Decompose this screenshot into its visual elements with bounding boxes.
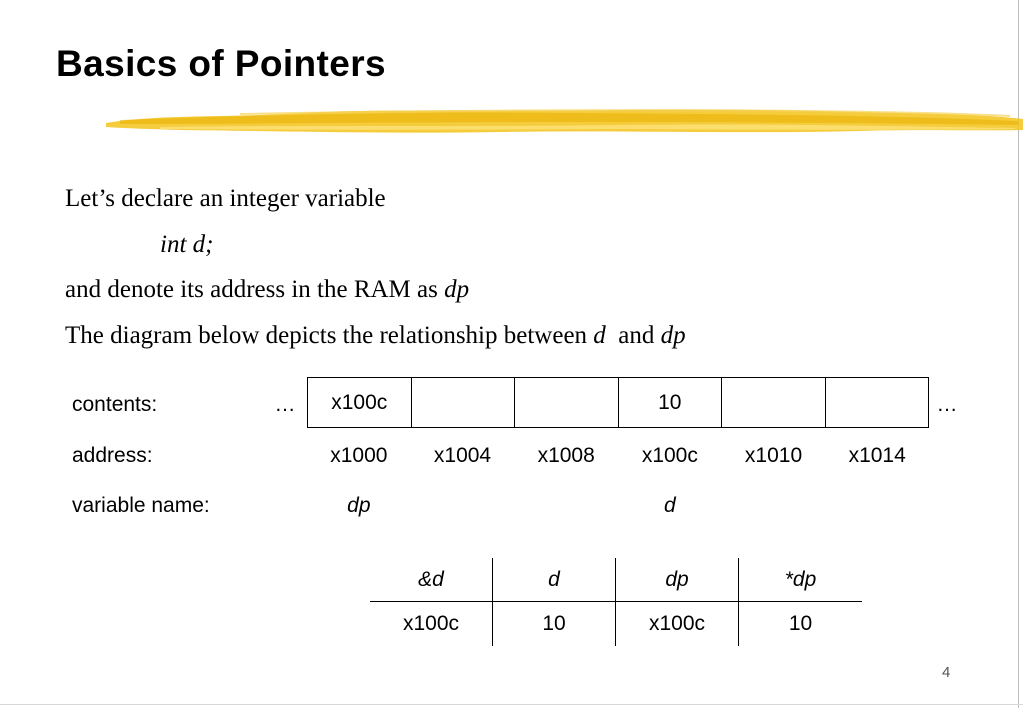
code-text: int d;	[160, 231, 214, 258]
memory-cell	[411, 378, 515, 427]
address-line-text: and denote its address in the RAM as	[65, 276, 445, 303]
relationship-line-mid: and	[605, 322, 661, 349]
ellipsis-left: …	[274, 393, 296, 416]
expression-header: d	[493, 558, 616, 602]
address-line-var: dp	[444, 276, 470, 303]
address-line	[65, 274, 469, 306]
memory-cells	[307, 377, 929, 428]
page-number: 4	[942, 664, 951, 681]
address-value: x1010	[744, 444, 803, 467]
memory-cell	[721, 378, 825, 427]
title-highlight-stroke	[100, 100, 1023, 140]
expression-value: x100c	[616, 602, 739, 646]
variable-name-value	[411, 492, 515, 522]
address-value: x1000	[330, 444, 388, 467]
slide-title: Basics of Pointers	[56, 43, 387, 84]
expression-header: dp	[616, 558, 739, 602]
relationship-line-text: The diagram below depicts the relationship between	[65, 322, 594, 349]
memory-cell: 10	[618, 378, 722, 427]
relationship-var-d: d	[593, 322, 606, 349]
address-value: x1014	[848, 444, 906, 467]
relationship-line	[65, 320, 686, 352]
memory-cell	[825, 378, 929, 427]
variable-name-value	[722, 492, 826, 522]
expression-table	[370, 558, 862, 646]
variable-name-value: d	[664, 494, 676, 517]
code-declaration	[160, 229, 213, 261]
variable-name-value	[514, 492, 618, 522]
ellipsis-right: …	[936, 393, 958, 416]
expression-header: *dp	[739, 558, 862, 602]
expression-value: x100c	[370, 602, 493, 646]
expression-value: 10	[788, 612, 813, 635]
memory-cell	[514, 378, 618, 427]
variable-name-value: dp	[347, 494, 371, 517]
expression-value: 10	[493, 602, 616, 646]
expression-header: &d	[370, 558, 493, 602]
relationship-var-dp: dp	[660, 322, 686, 349]
variable-name-label: variable name:	[72, 494, 210, 517]
slide-border-bottom	[0, 704, 1023, 705]
contents-label: contents:	[72, 393, 158, 416]
address-row	[307, 442, 929, 472]
intro-line: Let’s declare an integer variable	[65, 185, 386, 212]
address-value: x1008	[537, 444, 595, 467]
memory-cell: x100c	[331, 390, 388, 414]
variable-name-value	[825, 492, 929, 522]
variable-name-row	[307, 492, 929, 522]
address-value: x100c	[641, 444, 698, 467]
address-value: x1004	[433, 444, 492, 467]
address-label: address:	[72, 444, 153, 467]
